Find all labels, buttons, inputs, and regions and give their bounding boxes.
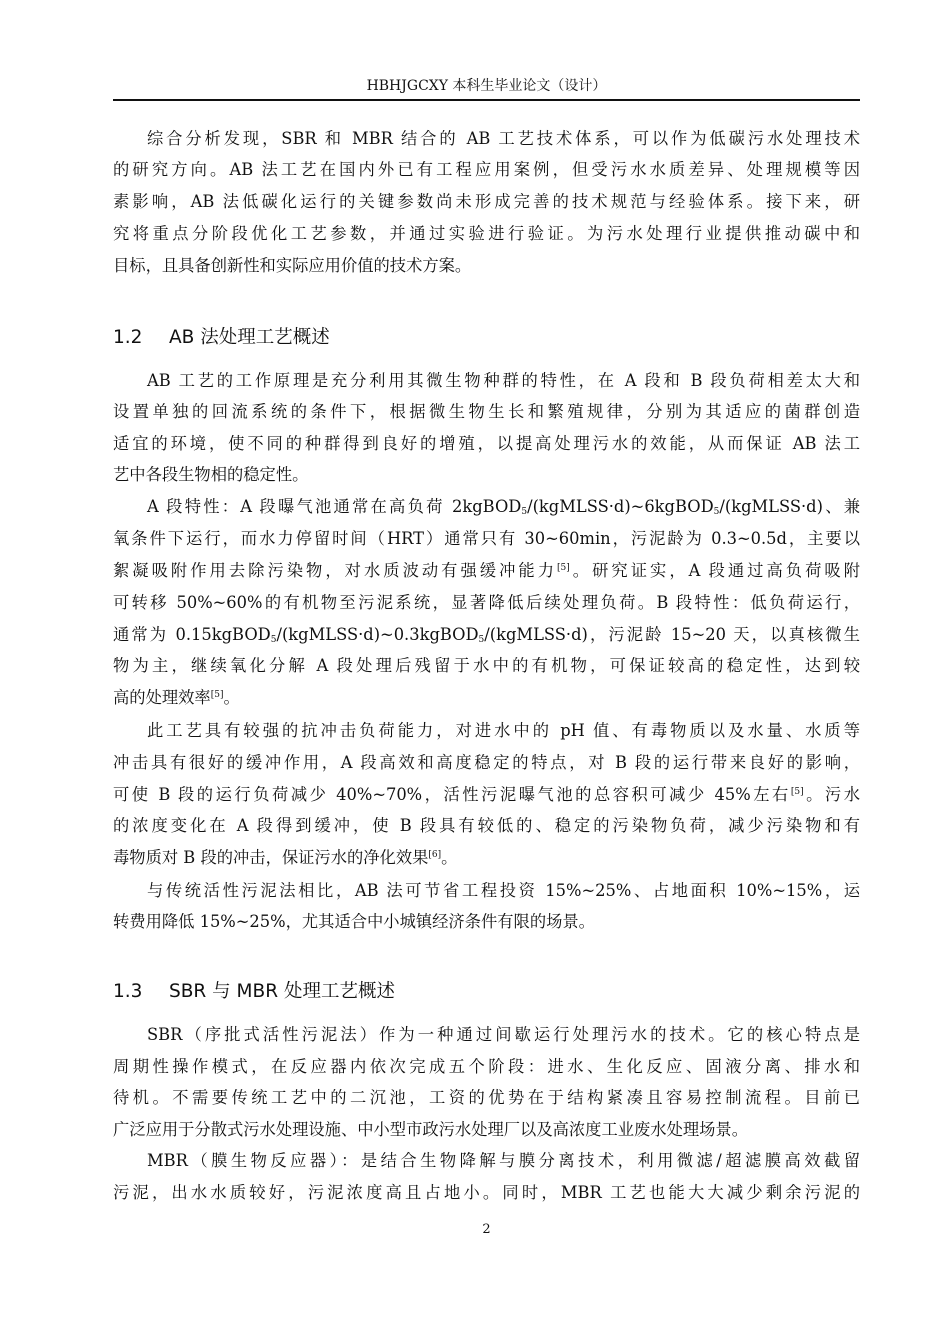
header-rule [113,99,860,101]
paragraph-line: 广泛应用于分散式污水处理设施、中小型市政污水处理厂以及高浓度工业废水处理场景。 [113,1120,748,1139]
paragraph-line: 素影响，AB 法低碳化运行的关键参数尚未形成完善的技术规范与经验体系。接下来，研 [113,192,860,211]
paragraph-line: 设置单独的回流系统的条件下，根据微生物生长和繁殖规律，分别为其适应的菌群创造 [113,402,860,421]
citation-ref[interactable]: [6] [428,850,442,860]
section-title: AB 法处理工艺概述 [169,327,330,348]
paragraph-line: 究将重点分阶段优化工艺参数，并通过实验进行验证。为污水处理行业提供推动碳中和 [113,224,860,243]
citation-ref[interactable]: [5] [557,563,570,573]
subscript: 5 [521,507,528,517]
text-run: 高的处理效率 [113,688,211,707]
running-header: HBHJGCXY 本科生毕业论文（设计） [366,78,607,94]
text-run: 。 [223,688,240,707]
paragraph-line: 的研究方向。AB 法工艺在国内外已有工程应用案例，但受污水水质差异、处理规模等因 [113,160,860,179]
paragraph-line: 物为主，继续氧化分解 A 段处理后残留于水中的有机物，可保证较高的稳定性，达到较 [113,656,860,675]
text-run: /(kgMLSS·d)，污泥龄 15~20 天，以真核微生 [484,625,860,644]
paragraph-line: 转费用降低 15%~25%，尤其适合中小城镇经济条件有限的场景。 [113,912,595,931]
paragraph-line [113,687,860,709]
paragraph-line: 污泥，出水水质较好，污泥浓度高且占地小。同时，MBR 工艺也能大大减少剩余污泥的 [113,1183,860,1202]
paragraph-line: 氧条件下运行，而水力停留时间（HRT）通常只有 30~60min，污泥龄为 0.3~0.5d，主要以 [113,529,860,548]
subscript: 5 [478,635,485,645]
paragraph-line: 可转移 50%~60%的有机物至污泥系统，显著降低后续处理负荷。B 段特性：低负荷运行， [113,593,860,612]
subscript: 5 [270,635,277,645]
paragraph-line: 适宜的环境，使不同的种群得到良好的增殖，以提高处理污水的效能，从而保证 AB 法工 [113,434,860,453]
text-run: A 段特性：A 段曝气池通常在高负荷 2kgBOD [147,497,522,516]
text-run: 可使 B 段的运行负荷减少 40%~70%，活性污泥曝气池的总容积可减少 45%左右 [113,785,791,804]
paragraph-line [113,496,860,518]
text-run: /(kgMLSS·d)~0.3kgBOD [276,625,479,644]
paragraph-line [113,784,860,806]
page-number: 2 [482,1222,491,1237]
subscript: 5 [713,507,720,517]
paragraph-line: 待机。不需要传统工艺中的二沉池，工资的优势在于结构紧凑且容易控制流程。目前已 [113,1088,860,1107]
paragraph-line: 目标，且具备创新性和实际应用价值的技术方案。 [113,256,472,275]
section-heading-1-3 [113,980,395,1004]
paragraph-line: 综合分析发现，SBR 和 MBR 结合的 AB 工艺技术体系，可以作为低碳污水处理技术 [147,129,860,148]
section-heading-1-2 [113,326,330,350]
paragraph-line: SBR（序批式活性污泥法）作为一种通过间歇运行处理污水的技术。它的核心特点是 [147,1025,860,1044]
text-run: /(kgMLSS·d)、兼 [719,497,860,516]
section-number: 1.2 [113,327,143,348]
paragraph-line [113,624,860,646]
text-run: /(kgMLSS·d)~6kgBOD [527,497,714,516]
paragraph-line: 周期性操作模式，在反应器内依次完成五个阶段：进水、生化反应、固液分离、排水和 [113,1057,860,1076]
paragraph-line: 艺中各段生物相的稳定性。 [113,465,309,484]
paragraph-line: 的浓度变化在 A 段得到缓冲，使 B 段具有较低的、稳定的污染物负荷，减少污染物和有 [113,816,860,835]
citation-ref[interactable]: [5] [790,787,804,797]
paragraph-line: 冲击具有很好的缓冲作用，A 段高效和高度稳定的特点，对 B 段的运行带来良好的影响， [113,753,860,772]
text-run: 。 [441,848,458,867]
text-run: 。研究证实，A 段通过高负荷吸附 [569,561,860,580]
paragraph-line [113,560,860,582]
section-number: 1.3 [113,981,143,1002]
paragraph-line: 与传统活性污泥法相比，AB 法可节省工程投资 15%~25%、占地面积 10%~15%，运 [147,881,860,900]
citation-ref[interactable]: [5] [210,690,224,700]
text-run: 絮凝吸附作用去除污染物，对水质波动有强缓冲能力 [113,561,558,580]
section-title: SBR 与 MBR 处理工艺概述 [169,981,395,1002]
paragraph-line [113,847,860,869]
paragraph-line: AB 工艺的工作原理是充分利用其微生物种群的特性，在 A 段和 B 段负荷相差太大和 [147,371,860,390]
paragraph-line: 此工艺具有较强的抗冲击负荷能力，对进水中的 pH 值、有毒物质以及水量、水质等 [147,721,860,740]
text-run: 毒物质对 B 段的冲击，保证污水的净化效果 [113,848,429,867]
text-run: 通常为 0.15kgBOD [113,625,271,644]
text-run: 。污水 [803,785,860,804]
paragraph-line: MBR（膜生物反应器）：是结合生物降解与膜分离技术，利用微滤/超滤膜高效截留 [147,1151,860,1170]
